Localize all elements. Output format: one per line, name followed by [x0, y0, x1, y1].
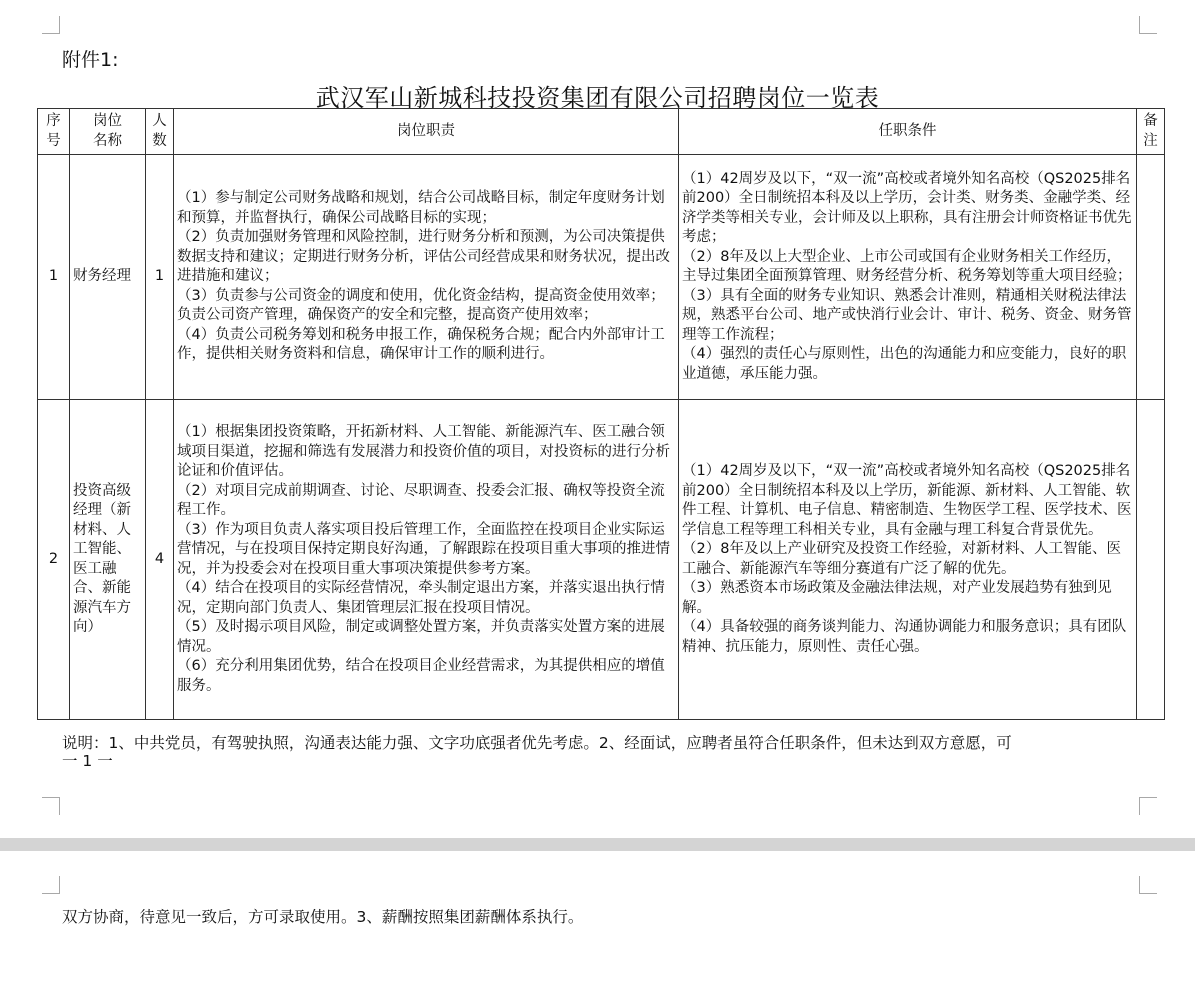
margin-corner-mark	[42, 16, 60, 34]
margin-corner-mark	[42, 797, 60, 815]
requirement-item: （4）具备较强的商务谈判能力、沟通协调能力和服务意识；具有团队精神、抗压能力，原则性、责任心强。	[682, 619, 1127, 655]
cell-duties	[174, 155, 679, 400]
cell-count: 1	[146, 155, 174, 400]
header-requirements: 任职条件	[679, 109, 1137, 155]
requirement-item: （2）8年及以上大型企业、上市公司或国有企业财务相关工作经历，主导过集团全面预算管理、财务经营分析、税务筹划等重大项目经验；	[682, 248, 1132, 285]
margin-corner-mark	[42, 876, 60, 894]
page-title: 武汉军山新城科技投资集团有限公司招聘岗位一览表	[315, 84, 880, 112]
page-separator	[0, 838, 1195, 851]
margin-corner-mark	[1139, 16, 1157, 34]
page-number: 一 1 一	[62, 752, 113, 770]
requirement-item: （2）8年及以上产业研究及投资工作经验，对新材料、人工智能、医工融合、新能源汽车等细分赛道有广泛了解的优先。	[682, 541, 1121, 577]
header-remarks: 备 注	[1137, 109, 1165, 155]
requirement-item: （4）强烈的责任心与原则性，出色的沟通能力和应变能力，良好的职业道德，承压能力强。	[682, 346, 1127, 382]
cell-seq: 1	[38, 155, 70, 400]
duty-item: （3）作为项目负责人落实项目投后管理工作，全面监控在投项目企业实际运营情况，与在投项目保持定期良好沟通，了解跟踪在投项目重大事项的推进情况，并为投委会对在投项目重大事项决策提供参考方案。	[177, 521, 670, 577]
header-duties: 岗位职责	[174, 109, 679, 155]
duty-item: （5）及时揭示项目风险，制定或调整处置方案，并负责落实处置方案的进展情况。	[177, 619, 665, 655]
table-row	[38, 155, 1165, 400]
header-count: 人 数	[146, 109, 174, 155]
cell-position: 投资高级经理（新材料、人工智能、医工融合、新能源汽车方向）	[70, 400, 146, 720]
duty-item: （4）负责公司税务筹划和税务申报工作，确保税务合规；配合内外部审计工作，提供相关财务资料和信息，确保审计工作的顺利进行。	[177, 326, 665, 363]
duty-item: （1）根据集团投资策略，开拓新材料、人工智能、新能源汽车、医工融合领域项目渠道，挖掘和筛选有发展潜力和投资价值的项目，对投资标的进行分析论证和价值评估。	[177, 424, 670, 479]
duty-item: （6）充分利用集团优势，结合在投项目企业经营需求，为其提供相应的增值服务。	[177, 658, 665, 694]
duty-item: （2）对项目完成前期调查、讨论、尽职调查、投委会汇报、确权等投资全流程工作。	[177, 482, 665, 518]
note-continued-text: 双方协商，待意见一致后，方可录取使用。3、薪酬按照集团薪酬体系执行。	[62, 908, 584, 926]
cell-count: 4	[146, 400, 174, 720]
header-seq: 序 号	[38, 109, 70, 155]
duty-item: （3）负责参与公司资金的调度和使用，优化资金结构，提高资金使用效率；负责公司资产管理，确保资产的安全和完整，提高资产使用效率；	[177, 287, 665, 324]
cell-requirements	[679, 155, 1137, 400]
header-position: 岗位 名称	[70, 109, 146, 155]
requirement-item: （1）42周岁及以下，“双一流”高校或者境外知名高校（QS2025排名前200）全日制统招本科及以上学历，会计类、财务类、金融学类、经济学类等相关专业，会计师及以上职称，具有注册会计师资格证书优先考虑；	[682, 170, 1132, 246]
job-table	[37, 108, 1165, 720]
duty-item: （4）结合在投项目的实际经营情况，牵头制定退出方案，并落实退出执行情况，定期向部门负责人、集团管理层汇报在投项目情况。	[177, 580, 665, 616]
note-text: 说明：1、中共党员，有驾驶执照，沟通表达能力强、文字功底强者优先考虑。2、经面试，应聘者虽符合任职条件，但未达到双方意愿，可	[62, 734, 1012, 752]
margin-corner-mark	[1139, 876, 1157, 894]
cell-remarks	[1137, 400, 1165, 720]
attachment-label: 附件1:	[62, 49, 119, 71]
requirement-item: （3）熟悉资本市场政策及金融法律法规，对产业发展趋势有独到见解。	[682, 580, 1112, 616]
duty-item: （2）负责加强财务管理和风险控制，进行财务分析和预测，为公司决策提供数据支持和建议；定期进行财务分析，评估公司经营成果和财务状况，提出改进措施和建议；	[177, 229, 670, 285]
cell-requirements	[679, 400, 1137, 720]
margin-corner-mark	[1139, 797, 1157, 815]
cell-duties	[174, 400, 679, 720]
duty-item: （1）参与制定公司财务战略和规划，结合公司战略目标，制定年度财务计划和预算，并监督执行，确保公司战略目标的实现；	[177, 190, 665, 226]
cell-remarks	[1137, 155, 1165, 400]
cell-seq: 2	[38, 400, 70, 720]
cell-position: 财务经理	[70, 155, 146, 400]
table-row	[38, 400, 1165, 720]
requirement-item: （1）42周岁及以下，“双一流”高校或者境外知名高校（QS2025排名前200）全日制统招本科及以上学历，新能源、新材料、人工智能、软件工程、计算机、电子信息、精密制造、生物医学工程、医学技术、医学信息工程等理工科相关专业，具有金融与理工科复合背景优先。	[682, 463, 1132, 538]
table-header-row	[38, 109, 1165, 155]
requirement-item: （3）具有全面的财务专业知识、熟悉会计准则，精通相关财税法律法规，熟悉平台公司、地产或快消行业会计、审计、税务、资金、财务管理等工作流程；	[682, 287, 1132, 343]
